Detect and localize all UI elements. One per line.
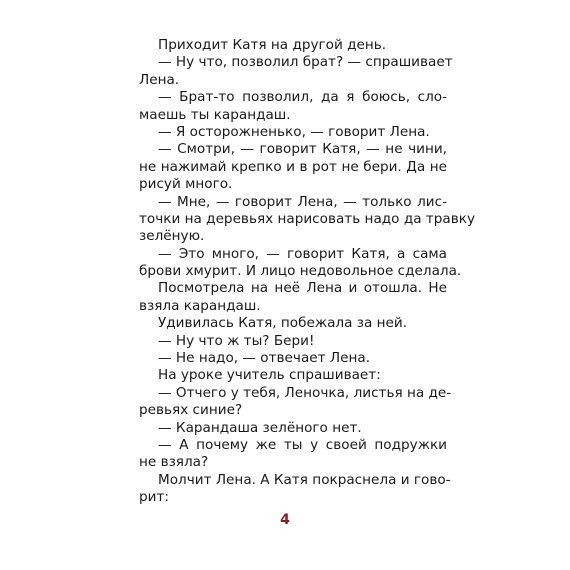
text-line: — А почему же ты у своей подружки	[158, 436, 447, 453]
text-line: На уроке учитель спрашивает:	[158, 367, 381, 384]
text-line: ревьях синие?	[139, 402, 243, 419]
page-number: 4	[280, 512, 290, 528]
text-line: Молчит Лена. А Катя покраснела и гово-	[158, 471, 451, 488]
text-line: — Смотри, — говорит Катя, — не чини,	[158, 141, 447, 158]
text-line: Лена.	[139, 71, 180, 88]
text-line: — Брат-то позволил, да я боюсь, сло-	[158, 89, 447, 106]
text-line: маешь ты карандаш.	[139, 106, 291, 123]
text-line: — Ну что ж ты? Бери!	[158, 332, 315, 349]
text-line: зелёную.	[139, 228, 205, 245]
text-line: — Карандаша зелёного нет.	[158, 419, 362, 436]
text-line: не взяла?	[139, 454, 209, 471]
text-line: — Это много, — говорит Катя, а сама	[158, 245, 447, 262]
body-text	[139, 37, 476, 507]
text-line: Удивилась Катя, побежала за ней.	[158, 315, 408, 332]
text-line: — Не надо, — отвечает Лена.	[158, 350, 371, 367]
text-line: взяла карандаш.	[139, 297, 261, 314]
text-line: точки на деревьях нарисовать надо да травку	[139, 210, 476, 227]
text-line: рисуй много.	[139, 176, 233, 193]
text-line: — Я осторожненько, — говорит Лена.	[158, 123, 430, 140]
text-line: — Ну что, позволил брат? — спрашивает	[158, 54, 453, 71]
text-line: брови хмурит. И лицо недовольное сделала.	[139, 263, 462, 280]
text-line: — Мне, — говорит Лена, — только лис-	[158, 193, 447, 210]
text-line: Посмотрела на неё Лена и отошла. Не	[158, 280, 447, 297]
text-line: рит:	[139, 489, 169, 506]
text-line: — Отчего у тебя, Леночка, листья на де-	[158, 384, 452, 401]
text-line: не нажимай крепко и в рот не бери. Да не	[139, 158, 447, 175]
text-line: Приходит Катя на другой день.	[158, 37, 387, 53]
